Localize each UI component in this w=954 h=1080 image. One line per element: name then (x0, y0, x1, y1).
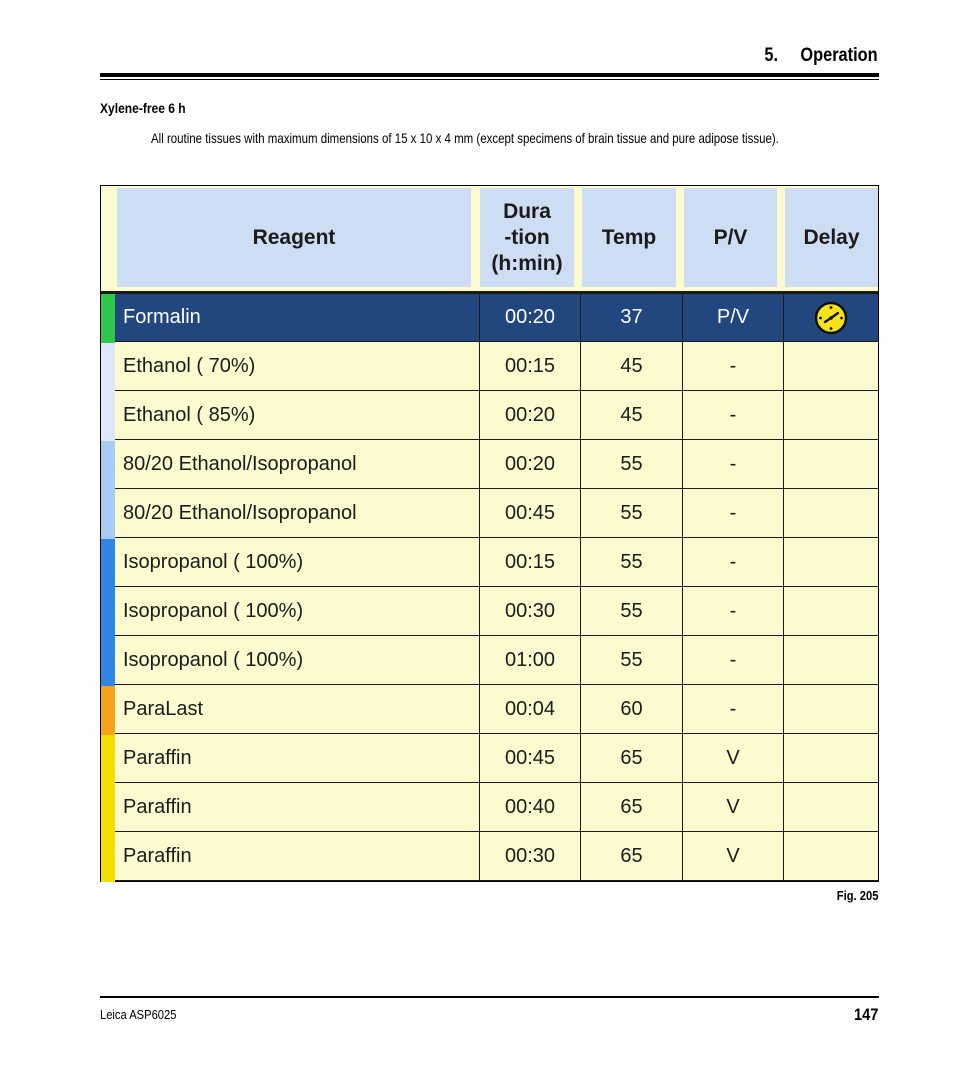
temp-cell-text: 60 (620, 698, 643, 720)
reagent-group-stripe (101, 686, 115, 735)
reagent-group-stripe (101, 392, 115, 441)
temp-cell-text: 37 (620, 306, 643, 328)
temp-cell-text: 65 (620, 796, 643, 818)
reagent-cell[interactable] (115, 833, 479, 881)
duration-cell[interactable] (480, 588, 580, 636)
program-step-row[interactable] (101, 784, 878, 833)
pv-cell-text: V (726, 747, 740, 769)
figure-caption: Fig. 205 (836, 888, 878, 903)
duration-cell[interactable] (480, 343, 580, 391)
section-description: All routine tissues with maximum dimensions of 15 x 10 x 4 mm (except specimens of brain tissue and pure adipose tissue). (151, 130, 779, 146)
duration-cell-text: 00:45 (504, 747, 556, 769)
pv-cell[interactable] (683, 539, 783, 587)
temp-cell[interactable] (581, 392, 682, 440)
header-pv: P/V (684, 188, 777, 287)
page-number: 147 (853, 1005, 878, 1024)
temp-cell[interactable] (581, 343, 682, 391)
pv-cell[interactable] (683, 343, 783, 391)
pv-cell[interactable] (683, 686, 783, 734)
pv-cell-text: P/V (716, 306, 750, 328)
reagent-cell-text: Isopropanol ( 100%) (123, 649, 304, 671)
pv-cell-text: - (729, 600, 737, 622)
reagent-cell-text: Paraffin (123, 796, 192, 818)
reagent-group-stripe (101, 588, 115, 637)
delay-cell[interactable] (784, 539, 878, 587)
program-step-row[interactable] (101, 539, 878, 588)
pv-cell[interactable] (683, 588, 783, 636)
temp-cell[interactable] (581, 441, 682, 489)
reagent-cell-text: 80/20 Ethanol/Isopropanol (123, 502, 357, 524)
reagent-group-stripe (101, 294, 115, 343)
reagent-group-stripe (101, 343, 115, 392)
duration-cell-text: 00:45 (504, 502, 556, 524)
program-table (100, 185, 879, 882)
clock-icon[interactable] (814, 301, 848, 335)
reagent-group-stripe (101, 637, 115, 686)
delay-cell[interactable] (784, 686, 878, 734)
program-step-row[interactable] (101, 833, 878, 882)
delay-cell[interactable] (784, 490, 878, 538)
reagent-cell[interactable] (115, 343, 479, 391)
reagent-group-stripe (101, 441, 115, 490)
temp-cell[interactable] (581, 735, 682, 783)
duration-cell[interactable] (480, 784, 580, 832)
reagent-cell[interactable] (115, 441, 479, 489)
duration-cell-text: 00:20 (504, 306, 556, 328)
reagent-cell-text: Ethanol ( 70%) (123, 355, 256, 377)
duration-cell-text: 00:40 (504, 796, 556, 818)
pv-cell-text: - (729, 453, 737, 475)
pv-cell[interactable] (683, 735, 783, 783)
pv-cell[interactable] (683, 441, 783, 489)
duration-cell[interactable] (480, 539, 580, 587)
temp-cell[interactable] (581, 833, 682, 881)
pv-cell-text: - (729, 355, 737, 377)
delay-cell[interactable] (784, 294, 878, 342)
program-step-row[interactable] (101, 441, 878, 490)
program-step-row[interactable] (101, 588, 878, 637)
duration-cell-text: 00:04 (504, 698, 556, 720)
program-step-row[interactable] (101, 490, 878, 539)
duration-cell[interactable] (480, 294, 580, 342)
reagent-cell-text: Isopropanol ( 100%) (123, 600, 304, 622)
duration-cell-text: 00:20 (504, 404, 556, 426)
temp-cell-text: 55 (620, 649, 643, 671)
pv-cell-text: - (729, 502, 737, 524)
duration-cell-text: 00:20 (504, 453, 556, 475)
chapter-title: Operation (800, 45, 878, 66)
duration-cell[interactable] (480, 833, 580, 881)
reagent-cell[interactable] (115, 294, 479, 342)
duration-cell-text: 00:15 (504, 551, 556, 573)
chapter-number: 5. (764, 45, 779, 66)
duration-cell[interactable] (480, 490, 580, 538)
temp-cell-text: 65 (620, 845, 643, 867)
temp-cell-text: 55 (620, 551, 643, 573)
temp-cell-text: 45 (620, 355, 643, 377)
program-step-row[interactable] (101, 735, 878, 784)
duration-cell[interactable] (480, 392, 580, 440)
pv-cell-text: - (729, 698, 737, 720)
delay-cell[interactable] (784, 735, 878, 783)
delay-cell[interactable] (784, 441, 878, 489)
reagent-cell[interactable] (115, 637, 479, 685)
temp-cell-text: 45 (620, 404, 643, 426)
reagent-cell-text: ParaLast (123, 698, 204, 720)
reagent-cell-text: Formalin (123, 306, 201, 328)
reagent-cell-text: Isopropanol ( 100%) (123, 551, 304, 573)
header-temp: Temp (582, 188, 676, 287)
reagent-group-stripe (101, 735, 115, 784)
program-step-row[interactable] (101, 392, 878, 441)
pv-cell[interactable] (683, 490, 783, 538)
delay-cell[interactable] (784, 392, 878, 440)
column-divider (783, 294, 784, 881)
reagent-cell[interactable] (115, 588, 479, 636)
header-duration: Dura -tion (h:min) (480, 188, 574, 287)
temp-cell[interactable] (581, 539, 682, 587)
reagent-cell-text: Ethanol ( 85%) (123, 404, 256, 426)
pv-cell-text: - (729, 404, 737, 426)
reagent-cell[interactable] (115, 735, 479, 783)
pv-cell-text: V (726, 796, 740, 818)
reagent-cell[interactable] (115, 490, 479, 538)
temp-cell-text: 65 (620, 747, 643, 769)
pv-cell[interactable] (683, 784, 783, 832)
header-reagent: Reagent (117, 188, 471, 287)
program-step-row[interactable] (101, 637, 878, 686)
temp-cell[interactable] (581, 686, 682, 734)
pv-cell-text: - (729, 551, 737, 573)
duration-cell[interactable] (480, 441, 580, 489)
reagent-cell-text: Paraffin (123, 845, 192, 867)
temp-cell-text: 55 (620, 502, 643, 524)
pv-cell-text: V (726, 845, 740, 867)
footer-rule (100, 996, 879, 998)
reagent-cell-text: 80/20 Ethanol/Isopropanol (123, 453, 357, 475)
temp-cell[interactable] (581, 637, 682, 685)
pv-cell[interactable] (683, 294, 783, 342)
reagent-cell[interactable] (115, 392, 479, 440)
duration-cell-text: 01:00 (504, 649, 556, 671)
duration-cell-text: 00:15 (504, 355, 556, 377)
reagent-group-stripe (101, 490, 115, 539)
section-title: Xylene-free 6 h (100, 100, 186, 116)
temp-cell[interactable] (581, 588, 682, 636)
reagent-group-stripe (101, 539, 115, 588)
header-rule-thin (100, 79, 879, 80)
delay-cell[interactable] (784, 588, 878, 636)
duration-cell[interactable] (480, 686, 580, 734)
program-step-row[interactable] (101, 686, 878, 735)
reagent-cell[interactable] (115, 539, 479, 587)
temp-cell-text: 55 (620, 453, 643, 475)
delay-cell[interactable] (784, 637, 878, 685)
reagent-group-stripe (101, 784, 115, 833)
duration-cell-text: 00:30 (504, 845, 556, 867)
delay-cell[interactable] (784, 343, 878, 391)
duration-cell[interactable] (480, 637, 580, 685)
temp-cell[interactable] (581, 784, 682, 832)
column-divider (479, 294, 480, 881)
duration-cell[interactable] (480, 735, 580, 783)
delay-cell[interactable] (784, 833, 878, 881)
duration-cell-text: 00:30 (504, 600, 556, 622)
delay-cell[interactable] (784, 784, 878, 832)
reagent-cell[interactable] (115, 784, 479, 832)
temp-cell-text: 55 (620, 600, 643, 622)
pv-cell-text: - (729, 649, 737, 671)
temp-cell[interactable] (581, 490, 682, 538)
temp-cell[interactable] (581, 294, 682, 342)
reagent-cell-text: Paraffin (123, 747, 192, 769)
reagent-cell[interactable] (115, 686, 479, 734)
column-divider (580, 294, 581, 881)
pv-cell[interactable] (683, 392, 783, 440)
pv-cell[interactable] (683, 637, 783, 685)
program-step-row[interactable] (101, 294, 878, 343)
column-divider (682, 294, 683, 881)
chapter-heading (765, 45, 878, 67)
footer-product: Leica ASP6025 (100, 1007, 177, 1022)
program-step-row[interactable] (101, 343, 878, 392)
header-rule (100, 73, 879, 77)
header-delay: Delay (785, 188, 878, 287)
reagent-group-stripe (101, 833, 115, 882)
pv-cell[interactable] (683, 833, 783, 881)
